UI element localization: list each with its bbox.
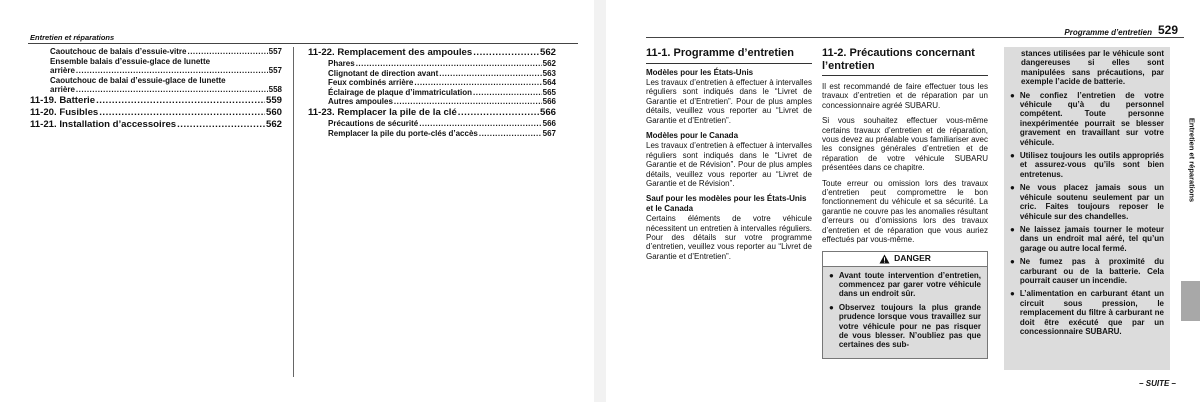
subheading: Sauf pour les modèles pour les États-Unis et le Canada	[646, 194, 807, 213]
maintenance-precautions-column	[822, 47, 988, 359]
toc-entry[interactable]: Feux combinés arrière ..... 564	[308, 78, 556, 88]
list-item: ● L’alimentation en carburant étant un circuit sous pression, le remplacement du filtre à carburant ne doit être exécuté que par un concessionnaire SUBARU.	[1010, 289, 1164, 336]
list-item: ● Observez toujours la plus grande prudence lorsque vous travaillez sur votre véhicule pour ne pas risquer de vous blesser. N’oubliez pas que certaines des sub-	[829, 302, 981, 350]
bullet-icon: ●	[1010, 224, 1015, 234]
toc-column-2	[308, 47, 556, 138]
left-page-header: Entretien et réparations	[30, 33, 115, 42]
toc-entry[interactable]: 11-21. Installation d’accessoires ..... 562	[30, 119, 282, 131]
right-page	[606, 0, 1200, 402]
toc-entry[interactable]: 11-23. Remplacer la pile de la clé ..... 566	[308, 107, 556, 119]
danger-label: DANGER	[894, 252, 931, 263]
bullet-icon: ●	[1010, 257, 1015, 267]
toc-entry[interactable]: Remplacer la pile du porte-clés d’accès ..... 567	[308, 129, 556, 139]
list-item: ● Ne fumez pas à proximité du carburant ou de la batterie. Cela pourrait causer un incendie.	[1010, 257, 1164, 285]
toc-column-1	[30, 47, 282, 131]
paragraph: Toute erreur ou omission lors des travaux d’entretien peut compromettre le bon fonctionnement du véhicule et sa sécurité. La garantie ne couvre pas les anomalies résultant d’erreurs ou d’omissions lors des travaux d’entretien et de réparation que vous auriez effectués par vous-même.	[822, 178, 988, 245]
toc-entry[interactable]: Caoutchouc de balai d’essuie-glace de lunette arrière ..... 558	[30, 76, 282, 95]
toc-entry[interactable]: Autres ampoules ..... 566	[308, 97, 556, 107]
list-item: ● Ne confiez l’entretien de votre véhicule qu’à du personnel compétent. Toute personne inexpérimentée pourrait se blesser gravement en travaillant sur votre véhicule.	[1010, 90, 1164, 147]
bullet-icon: ●	[1010, 90, 1015, 100]
subheading: Modèles pour les États-Unis	[646, 67, 754, 77]
page-gutter	[594, 0, 606, 402]
bullet-icon: ●	[829, 302, 834, 312]
chapter-side-label: Entretien et réparations	[1187, 117, 1197, 203]
danger-box	[822, 251, 988, 359]
paragraph: Il est recommandé de faire effectuer tous les travaux d’entretien et de réparation par un concessionnaire agréé SUBARU.	[822, 82, 988, 110]
column-divider	[293, 47, 294, 377]
paragraph: Les travaux d’entretien à effectuer à intervalles réguliers sont indiqués dans le “Livret de Garantie et de Révision”. Pour de plus amples détails, veuillez vous reporter au “Livret de Garantie et de Révision”.	[646, 141, 812, 188]
danger-header	[823, 252, 987, 267]
header-rule	[646, 37, 1184, 38]
toc-entry[interactable]: Phares ..... 562	[308, 59, 556, 69]
section-title: 11-1. Programme d’entretien	[646, 47, 812, 64]
list-item: ● Ne vous placez jamais sous un véhicule soutenu seulement par un cric. Faites toujours reposer le véhicule sur des chandelles.	[1010, 183, 1164, 221]
warning-icon	[879, 254, 890, 264]
toc-entry[interactable]: 11-20. Fusibles ..... 560	[30, 107, 282, 119]
header-rule	[28, 43, 578, 44]
chapter-thumb-tab	[1181, 281, 1200, 321]
paragraph: Les travaux d’entretien à effectuer à intervalles réguliers sont indiqués dans le “Livret de Garantie et d’Entretien”. Pour de plus amples détails, veuillez vous reporter au “Livret de Garantie et d’Entretien”.	[646, 77, 812, 125]
bullet-icon: ●	[829, 270, 834, 280]
left-page	[0, 0, 594, 402]
toc-entry[interactable]: Éclairage de plaque d’immatriculation ..... 565	[308, 88, 556, 98]
list-item: ● Ne laissez jamais tourner le moteur dans un endroit mal aéré, tel qu’un garage ou autre local fermé.	[1010, 224, 1164, 253]
bullet-icon: ●	[1010, 151, 1015, 161]
right-page-header	[1064, 23, 1178, 37]
toc-entry[interactable]: Précautions de sécurité ..... 566	[308, 119, 556, 129]
list-item: ● Utilisez toujours les outils appropriés et assurez-vous qu’ils sont bien entretenus.	[1010, 151, 1164, 179]
header-title: Programme d’entretien	[1064, 28, 1152, 37]
toc-entry[interactable]: Clignotant de direction avant ..... 563	[308, 69, 556, 79]
danger-body	[823, 267, 987, 358]
continued-marker: – SUITE –	[1139, 379, 1176, 388]
list-item: ● Avant toute intervention d’entretien, commencez par garer votre véhicule dans un endroit sûr.	[829, 270, 981, 299]
subheading: Modèles pour le Canada	[646, 130, 739, 140]
paragraph: Certains éléments de votre véhicule nécessitent un entretien à intervalles réguliers. Pour des détails sur votre programme d’entretien, veuillez vous reporter au “Livret de Garantie et d’Entretien”.	[646, 214, 812, 261]
page-number: 529	[1157, 23, 1178, 37]
maintenance-schedule-column	[646, 47, 812, 267]
toc-entry[interactable]: 11-19. Batterie ..... 559	[30, 95, 282, 107]
bullet-icon: ●	[1010, 289, 1015, 299]
bullet-icon: ●	[1010, 183, 1015, 193]
paragraph: Si vous souhaitez effectuer vous-même certains travaux d’entretien et de réparation, vous devez au préalable vous familiariser avec les consignes générales d’entretien et de réparation de votre véhicule SUBARU présentées dans ce chapitre.	[822, 116, 988, 173]
toc-entry[interactable]: 11-22. Remplacement des ampoules ..... 562	[308, 47, 556, 59]
toc-entry[interactable]: Caoutchouc de balais d’essuie-vitre ..... 557	[30, 47, 282, 57]
toc-entry[interactable]: Ensemble balais d’essuie-glace de lunette arrière ..... 557	[30, 57, 282, 76]
section-title: 11-2. Précautions concernant l’entretien	[822, 47, 988, 76]
danger-continuation-box	[1004, 47, 1170, 370]
continuation-text: stances utilisées par le véhicule sont dangereuses si elles sont manipulées sans précautions, par exemple l’acide de batterie.	[1021, 49, 1164, 87]
